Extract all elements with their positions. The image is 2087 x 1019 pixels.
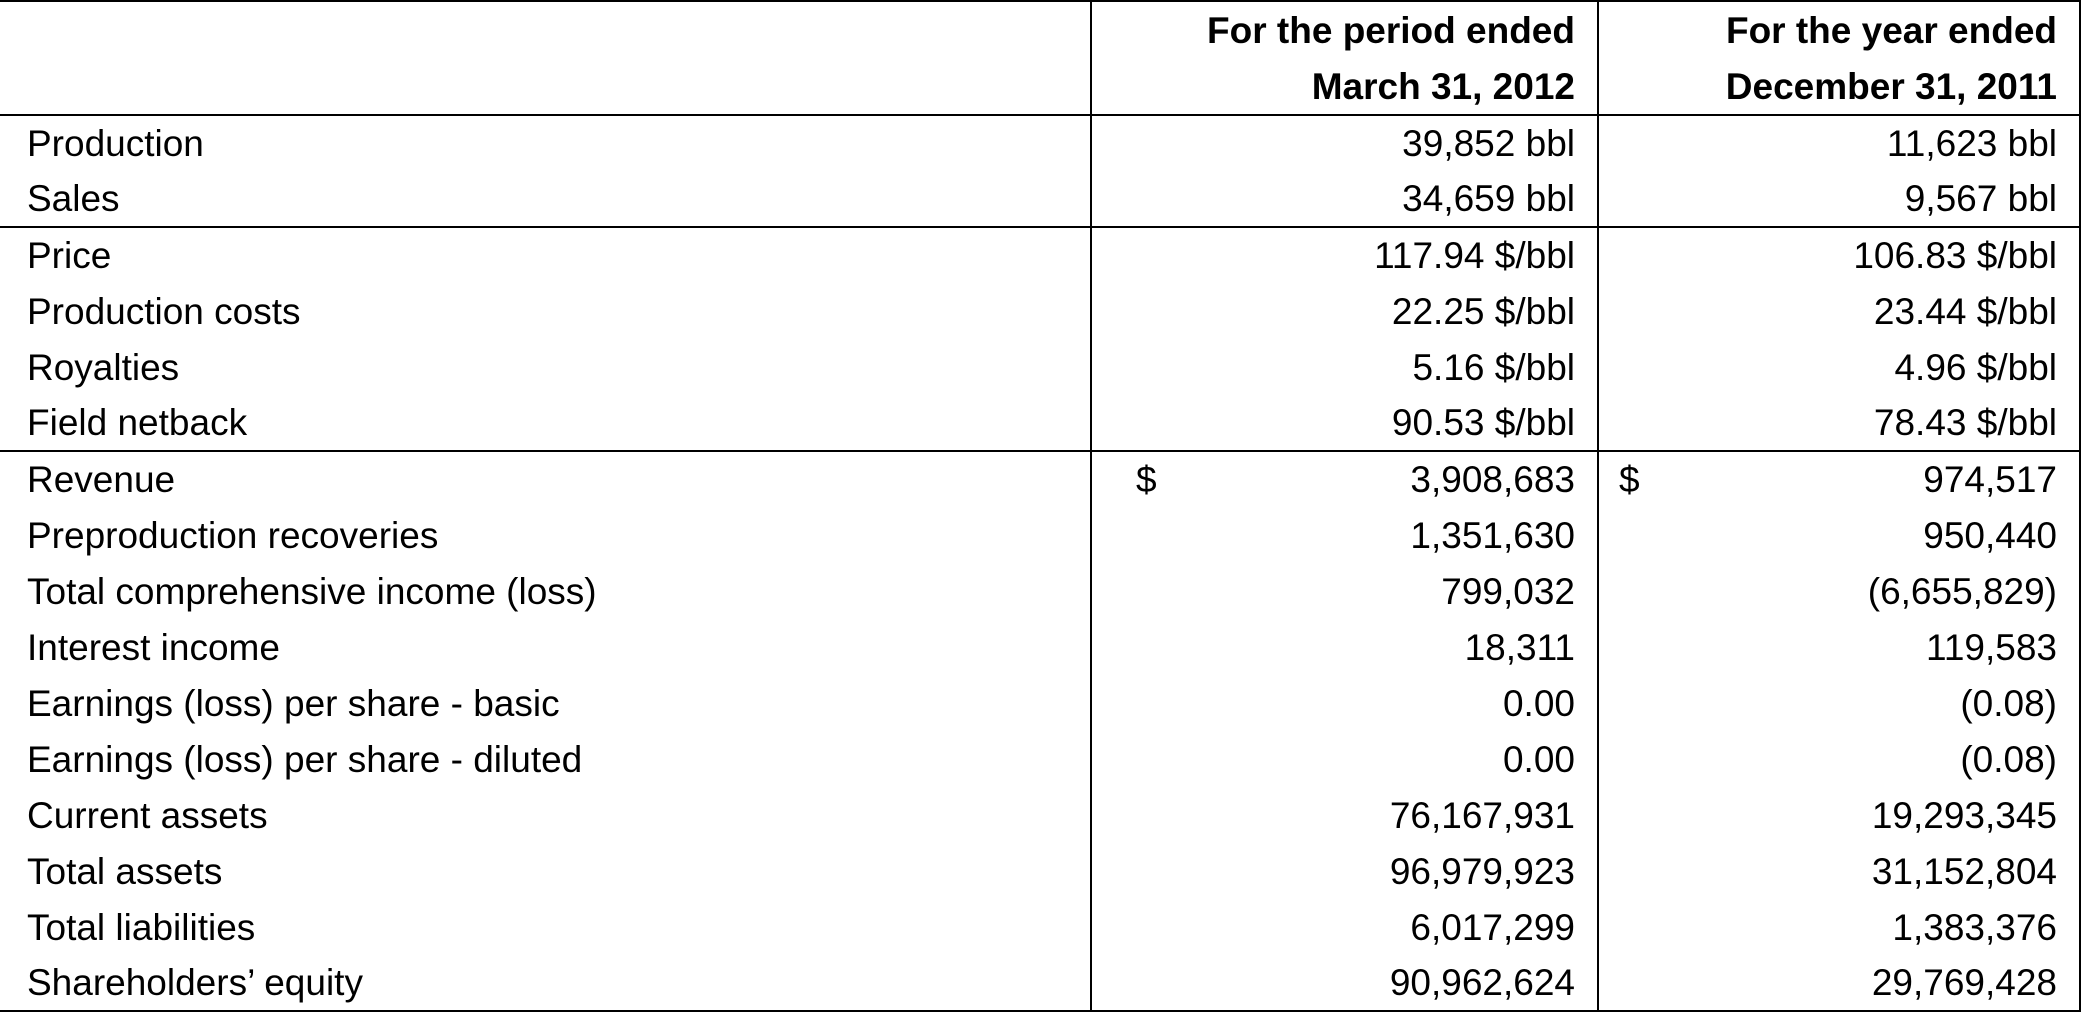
row-value-period: 76,167,931	[1091, 787, 1598, 843]
table-row-total-liabilities	[0, 899, 2080, 955]
row-label: Production	[27, 123, 204, 164]
row-value-year: 11,623 bbl	[1598, 115, 2080, 171]
row-value-period: 90,962,624	[1091, 955, 1598, 1011]
row-value-year: 106.83 $/bbl	[1598, 227, 2080, 283]
row-value-year: 950,440	[1598, 507, 2080, 563]
row-label: Royalties	[27, 346, 180, 388]
table-row-revenue	[0, 451, 2080, 507]
row-label: Earnings (loss) per share - diluted	[27, 738, 583, 780]
row-value-year: (0.08)	[1598, 675, 2080, 731]
table-header	[0, 1, 2080, 115]
row-value-period: 39,852 bbl	[1091, 115, 1598, 171]
row-label: Sales	[27, 178, 120, 219]
header-year-line2: December 31, 2011	[1598, 58, 2080, 115]
row-value-period: 96,979,923	[1091, 843, 1598, 899]
table-row-royalties	[0, 339, 2080, 395]
table-row-sales	[0, 171, 2080, 227]
row-value-period: 22.25 $/bbl	[1091, 283, 1598, 339]
row-label: Earnings (loss) per share - basic	[27, 682, 560, 724]
header-blank-cell-2	[0, 58, 1091, 115]
row-label: Revenue	[0, 451, 1091, 507]
row-value-text: 974,517	[1923, 459, 2057, 500]
row-value-year: 23.44 $/bbl	[1598, 283, 2080, 339]
row-value-period: 117.94 $/bbl	[1091, 227, 1598, 283]
row-value-period: 0.00	[1091, 675, 1598, 731]
row-value-period: 1,351,630	[1091, 507, 1598, 563]
row-value-year: 31,152,804	[1598, 843, 2080, 899]
row-label: Shareholders’ equity	[0, 955, 1091, 1011]
table-row-current-assets	[0, 787, 2080, 843]
table-body	[0, 115, 2080, 1011]
table-row-field-netback	[0, 395, 2080, 451]
table-row-eps-diluted	[0, 731, 2080, 787]
row-label: Total assets	[27, 850, 223, 892]
row-label: Total liabilities	[27, 906, 256, 948]
row-label: Production costs	[27, 290, 301, 332]
table-row-preproduction-recoveries	[0, 507, 2080, 563]
header-period-line1: For the period ended	[1091, 1, 1598, 58]
table-row-total-comprehensive-income	[0, 563, 2080, 619]
row-value-period: 6,017,299	[1091, 899, 1598, 955]
table-row-total-assets	[0, 843, 2080, 899]
header-blank-cell	[0, 1, 1091, 58]
currency-symbol: $	[1136, 459, 1157, 500]
row-value-period: 799,032	[1091, 563, 1598, 619]
row-value-year: 29,769,428	[1598, 955, 2080, 1011]
row-label: Current assets	[27, 794, 268, 836]
table-row-production	[0, 115, 2080, 171]
row-value-year	[1598, 451, 2080, 507]
row-label: Total comprehensive income (loss)	[27, 570, 597, 612]
row-value-period: 90.53 $/bbl	[1091, 395, 1598, 451]
row-value-year: 119,583	[1598, 619, 2080, 675]
row-value-year: 1,383,376	[1598, 899, 2080, 955]
row-value-period: 0.00	[1091, 731, 1598, 787]
header-period-line2: March 31, 2012	[1091, 58, 1598, 115]
row-value-year: 9,567 bbl	[1598, 171, 2080, 227]
row-value-year: (0.08)	[1598, 731, 2080, 787]
row-label: Preproduction recoveries	[27, 514, 439, 556]
table-row-interest-income	[0, 619, 2080, 675]
table-row-shareholders-equity	[0, 955, 2080, 1011]
table-row-price	[0, 227, 2080, 283]
row-label: Field netback	[27, 402, 248, 443]
row-label: Price	[0, 227, 1091, 283]
row-value-year: 19,293,345	[1598, 787, 2080, 843]
header-year-line1: For the year ended	[1598, 1, 2080, 58]
row-value-text: 3,908,683	[1410, 459, 1575, 500]
row-label: Interest income	[27, 626, 280, 668]
table-row-eps-basic	[0, 675, 2080, 731]
row-value-period	[1091, 451, 1598, 507]
row-value-year: (6,655,829)	[1598, 563, 2080, 619]
row-value-period: 34,659 bbl	[1091, 171, 1598, 227]
row-value-period: 5.16 $/bbl	[1091, 339, 1598, 395]
row-value-year: 78.43 $/bbl	[1598, 395, 2080, 451]
row-value-year: 4.96 $/bbl	[1598, 339, 2080, 395]
currency-symbol: $	[1619, 459, 1640, 500]
row-value-period: 18,311	[1091, 619, 1598, 675]
table-row-production-costs	[0, 283, 2080, 339]
